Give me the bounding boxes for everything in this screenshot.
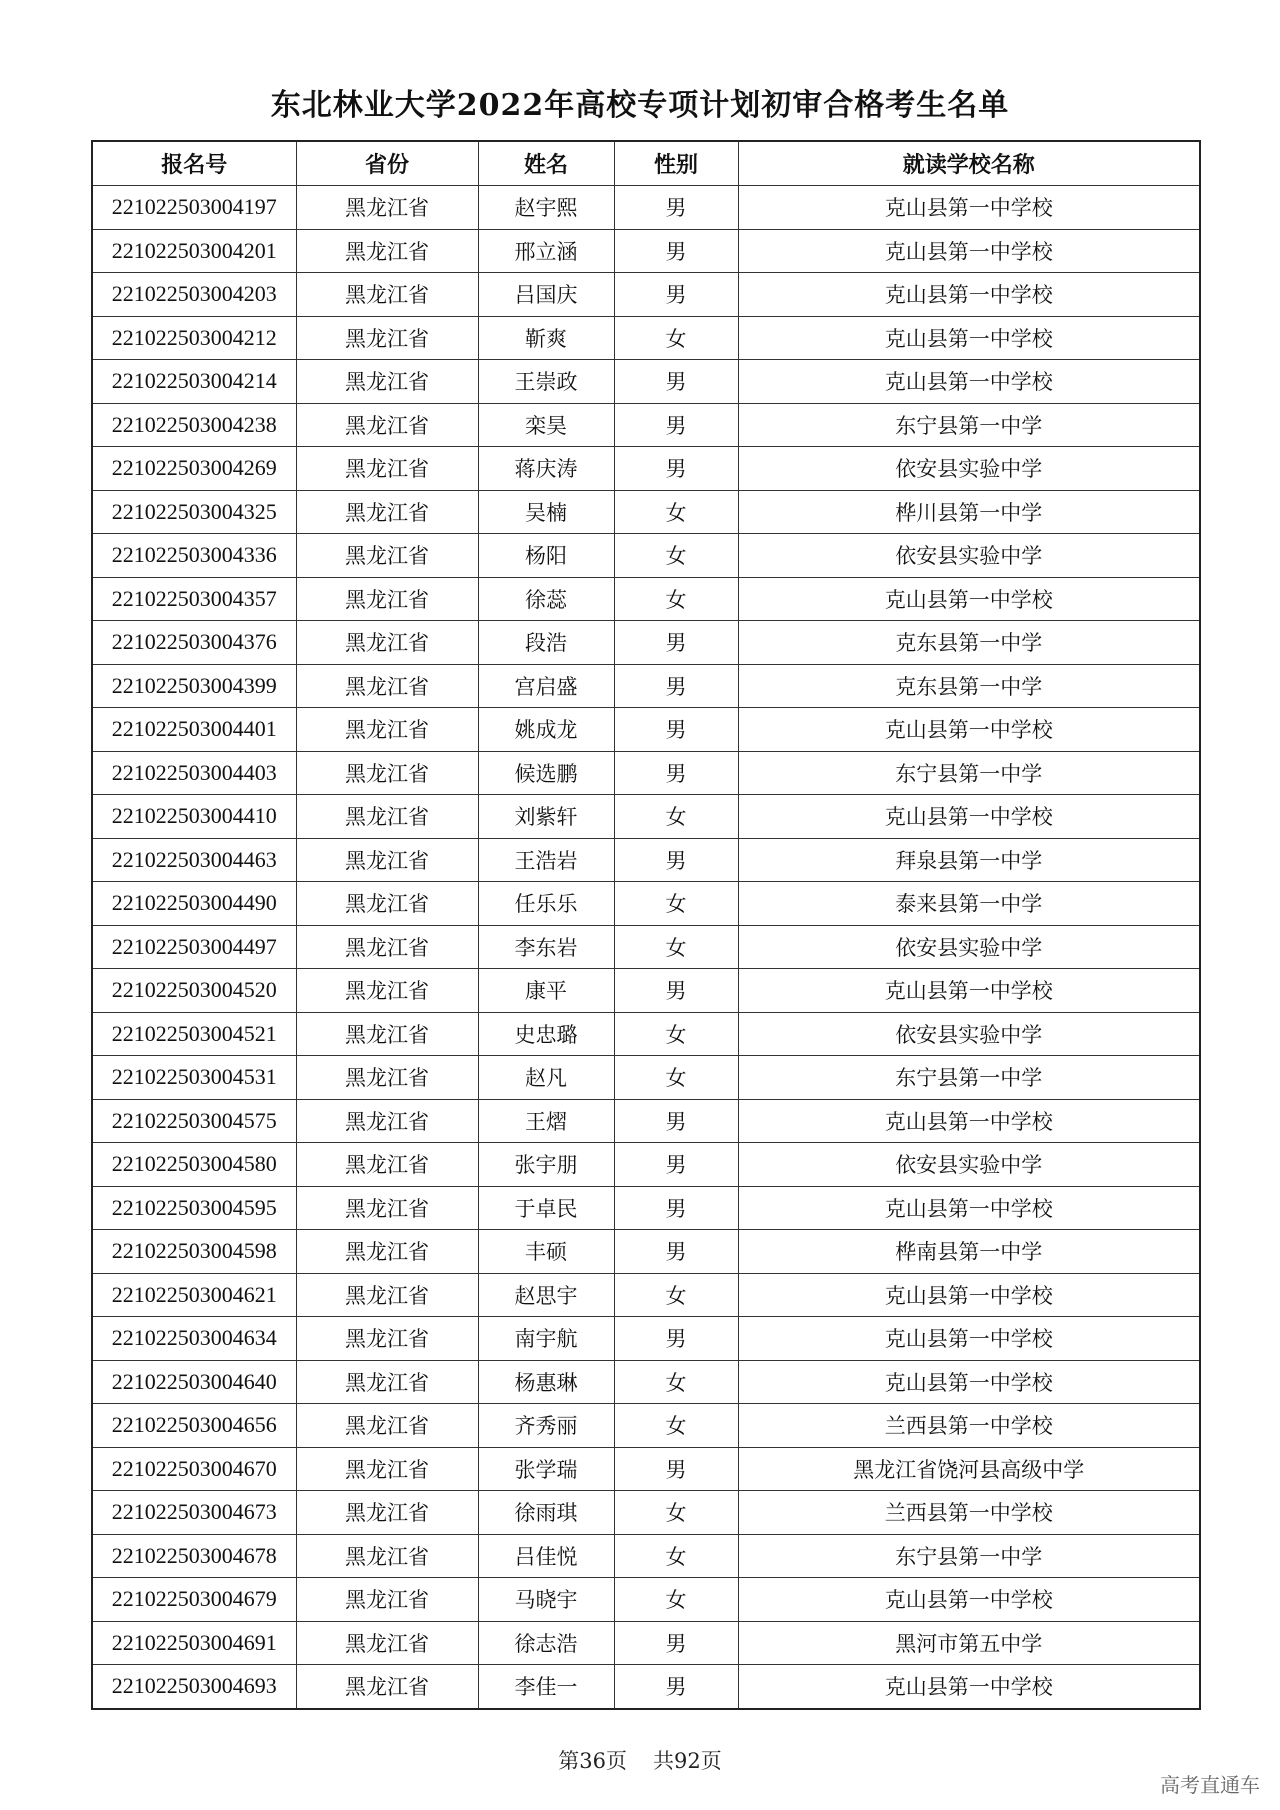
school-cell: 桦川县第一中学 <box>738 490 1200 534</box>
gender-cell: 女 <box>614 882 738 926</box>
name-cell: 靳爽 <box>478 316 614 360</box>
table-row <box>92 969 1200 1013</box>
gender-cell: 女 <box>614 534 738 578</box>
table-row <box>92 1447 1200 1491</box>
table-row <box>92 882 1200 926</box>
province-cell: 黑龙江省 <box>296 1404 478 1448</box>
school-cell: 克山县第一中学校 <box>738 1186 1200 1230</box>
registration-number-cell: 221022503004376 <box>92 621 296 665</box>
province-cell: 黑龙江省 <box>296 360 478 404</box>
province-cell: 黑龙江省 <box>296 1273 478 1317</box>
registration-number-cell: 221022503004403 <box>92 751 296 795</box>
gender-cell: 男 <box>614 1186 738 1230</box>
table-row <box>92 1404 1200 1448</box>
school-cell: 克山县第一中学校 <box>738 1665 1200 1709</box>
province-cell: 黑龙江省 <box>296 1360 478 1404</box>
gender-cell: 女 <box>614 1491 738 1535</box>
name-cell: 候选鹏 <box>478 751 614 795</box>
name-cell: 任乐乐 <box>478 882 614 926</box>
school-cell: 克山县第一中学校 <box>738 360 1200 404</box>
gender-cell: 女 <box>614 1578 738 1622</box>
name-cell: 南宇航 <box>478 1317 614 1361</box>
table-row <box>92 1012 1200 1056</box>
name-cell: 赵思宇 <box>478 1273 614 1317</box>
table-row <box>92 186 1200 230</box>
gender-cell: 女 <box>614 316 738 360</box>
province-cell: 黑龙江省 <box>296 1012 478 1056</box>
gender-cell: 男 <box>614 360 738 404</box>
province-cell: 黑龙江省 <box>296 1665 478 1709</box>
school-cell: 克东县第一中学 <box>738 664 1200 708</box>
school-cell: 克山县第一中学校 <box>738 1578 1200 1622</box>
gender-cell: 女 <box>614 1056 738 1100</box>
gender-cell: 女 <box>614 1273 738 1317</box>
name-cell: 史忠璐 <box>478 1012 614 1056</box>
school-cell: 克山县第一中学校 <box>738 1273 1200 1317</box>
registration-number-cell: 221022503004490 <box>92 882 296 926</box>
gender-cell: 男 <box>614 1099 738 1143</box>
registration-number-cell: 221022503004201 <box>92 229 296 273</box>
name-cell: 栾昊 <box>478 403 614 447</box>
header-province: 省份 <box>296 141 478 186</box>
gender-cell: 男 <box>614 229 738 273</box>
province-cell: 黑龙江省 <box>296 1099 478 1143</box>
registration-number-cell: 221022503004214 <box>92 360 296 404</box>
registration-number-cell: 221022503004463 <box>92 838 296 882</box>
name-cell: 吴楠 <box>478 490 614 534</box>
name-cell: 李东岩 <box>478 925 614 969</box>
registration-number-cell: 221022503004595 <box>92 1186 296 1230</box>
table-row <box>92 316 1200 360</box>
table-row <box>92 1056 1200 1100</box>
province-cell: 黑龙江省 <box>296 1317 478 1361</box>
province-cell: 黑龙江省 <box>296 1447 478 1491</box>
name-cell: 姚成龙 <box>478 708 614 752</box>
gender-cell: 女 <box>614 1360 738 1404</box>
table-row <box>92 229 1200 273</box>
name-cell: 蒋庆涛 <box>478 447 614 491</box>
province-cell: 黑龙江省 <box>296 273 478 317</box>
province-cell: 黑龙江省 <box>296 751 478 795</box>
header-row <box>92 141 1200 186</box>
name-cell: 王浩岩 <box>478 838 614 882</box>
gender-cell: 男 <box>614 1621 738 1665</box>
gender-cell: 女 <box>614 1534 738 1578</box>
school-cell: 东宁县第一中学 <box>738 403 1200 447</box>
province-cell: 黑龙江省 <box>296 490 478 534</box>
school-cell: 东宁县第一中学 <box>738 1534 1200 1578</box>
gender-cell: 男 <box>614 1317 738 1361</box>
roster-table <box>91 140 1201 1710</box>
gender-cell: 男 <box>614 1230 738 1274</box>
registration-number-cell: 221022503004634 <box>92 1317 296 1361</box>
name-cell: 李佳一 <box>478 1665 614 1709</box>
school-cell: 泰来县第一中学 <box>738 882 1200 926</box>
registration-number-cell: 221022503004580 <box>92 1143 296 1187</box>
school-cell: 克山县第一中学校 <box>738 1099 1200 1143</box>
school-cell: 东宁县第一中学 <box>738 1056 1200 1100</box>
name-cell: 赵凡 <box>478 1056 614 1100</box>
name-cell: 齐秀丽 <box>478 1404 614 1448</box>
header-name: 姓名 <box>478 141 614 186</box>
roster-table-container <box>91 140 1199 1710</box>
province-cell: 黑龙江省 <box>296 795 478 839</box>
name-cell: 张宇朋 <box>478 1143 614 1187</box>
gender-cell: 男 <box>614 751 738 795</box>
gender-cell: 男 <box>614 1143 738 1187</box>
name-cell: 丰硕 <box>478 1230 614 1274</box>
header-gender: 性别 <box>614 141 738 186</box>
table-row <box>92 534 1200 578</box>
registration-number-cell: 221022503004656 <box>92 1404 296 1448</box>
table-header <box>92 141 1200 186</box>
registration-number-cell: 221022503004531 <box>92 1056 296 1100</box>
table-row <box>92 577 1200 621</box>
table-row <box>92 708 1200 752</box>
province-cell: 黑龙江省 <box>296 969 478 1013</box>
gender-cell: 男 <box>614 664 738 708</box>
registration-number-cell: 221022503004212 <box>92 316 296 360</box>
school-cell: 克山县第一中学校 <box>738 1360 1200 1404</box>
province-cell: 黑龙江省 <box>296 664 478 708</box>
gender-cell: 女 <box>614 925 738 969</box>
name-cell: 吕国庆 <box>478 273 614 317</box>
table-row <box>92 403 1200 447</box>
school-cell: 依安县实验中学 <box>738 925 1200 969</box>
gender-cell: 男 <box>614 621 738 665</box>
province-cell: 黑龙江省 <box>296 1056 478 1100</box>
table-body <box>92 186 1200 1709</box>
school-cell: 克山县第一中学校 <box>738 316 1200 360</box>
gender-cell: 女 <box>614 1404 738 1448</box>
registration-number-cell: 221022503004497 <box>92 925 296 969</box>
school-cell: 克山县第一中学校 <box>738 795 1200 839</box>
table-row <box>92 490 1200 534</box>
page-total: 共92页 <box>653 1749 722 1773</box>
table-row <box>92 447 1200 491</box>
table-row <box>92 1665 1200 1709</box>
province-cell: 黑龙江省 <box>296 1143 478 1187</box>
registration-number-cell: 221022503004238 <box>92 403 296 447</box>
page-number: 第36页 <box>558 1749 627 1773</box>
gender-cell: 女 <box>614 1012 738 1056</box>
school-cell: 东宁县第一中学 <box>738 751 1200 795</box>
registration-number-cell: 221022503004357 <box>92 577 296 621</box>
province-cell: 黑龙江省 <box>296 1621 478 1665</box>
registration-number-cell: 221022503004203 <box>92 273 296 317</box>
header-school: 就读学校名称 <box>738 141 1200 186</box>
name-cell: 王熠 <box>478 1099 614 1143</box>
table-row <box>92 273 1200 317</box>
page-footer <box>0 1745 1280 1775</box>
school-cell: 克山县第一中学校 <box>738 186 1200 230</box>
registration-number-cell: 221022503004678 <box>92 1534 296 1578</box>
gender-cell: 男 <box>614 1447 738 1491</box>
table-row <box>92 751 1200 795</box>
registration-number-cell: 221022503004269 <box>92 447 296 491</box>
school-cell: 克山县第一中学校 <box>738 273 1200 317</box>
table-row <box>92 925 1200 969</box>
gender-cell: 男 <box>614 186 738 230</box>
school-cell: 黑龙江省饶河县高级中学 <box>738 1447 1200 1491</box>
province-cell: 黑龙江省 <box>296 403 478 447</box>
name-cell: 张学瑞 <box>478 1447 614 1491</box>
province-cell: 黑龙江省 <box>296 1186 478 1230</box>
registration-number-cell: 221022503004673 <box>92 1491 296 1535</box>
province-cell: 黑龙江省 <box>296 577 478 621</box>
name-cell: 康平 <box>478 969 614 1013</box>
name-cell: 吕佳悦 <box>478 1534 614 1578</box>
gender-cell: 男 <box>614 969 738 1013</box>
table-row <box>92 664 1200 708</box>
table-row <box>92 1186 1200 1230</box>
province-cell: 黑龙江省 <box>296 708 478 752</box>
table-row <box>92 1143 1200 1187</box>
name-cell: 宫启盛 <box>478 664 614 708</box>
province-cell: 黑龙江省 <box>296 882 478 926</box>
header-registration-number: 报名号 <box>92 141 296 186</box>
school-cell: 克山县第一中学校 <box>738 229 1200 273</box>
watermark-text: 高考直通车 <box>1160 1773 1260 1797</box>
registration-number-cell: 221022503004336 <box>92 534 296 578</box>
registration-number-cell: 221022503004598 <box>92 1230 296 1274</box>
registration-number-cell: 221022503004693 <box>92 1665 296 1709</box>
registration-number-cell: 221022503004325 <box>92 490 296 534</box>
school-cell: 克山县第一中学校 <box>738 1317 1200 1361</box>
school-cell: 克山县第一中学校 <box>738 577 1200 621</box>
province-cell: 黑龙江省 <box>296 1578 478 1622</box>
school-cell: 依安县实验中学 <box>738 534 1200 578</box>
province-cell: 黑龙江省 <box>296 1534 478 1578</box>
name-cell: 于卓民 <box>478 1186 614 1230</box>
name-cell: 王崇政 <box>478 360 614 404</box>
name-cell: 杨惠琳 <box>478 1360 614 1404</box>
school-cell: 依安县实验中学 <box>738 1012 1200 1056</box>
gender-cell: 男 <box>614 838 738 882</box>
gender-cell: 女 <box>614 490 738 534</box>
province-cell: 黑龙江省 <box>296 1491 478 1535</box>
table-row <box>92 1491 1200 1535</box>
gender-cell: 男 <box>614 708 738 752</box>
name-cell: 段浩 <box>478 621 614 665</box>
school-cell: 兰西县第一中学校 <box>738 1491 1200 1535</box>
school-cell: 黑河市第五中学 <box>738 1621 1200 1665</box>
gender-cell: 女 <box>614 795 738 839</box>
registration-number-cell: 221022503004575 <box>92 1099 296 1143</box>
school-cell: 桦南县第一中学 <box>738 1230 1200 1274</box>
table-row <box>92 1534 1200 1578</box>
registration-number-cell: 221022503004399 <box>92 664 296 708</box>
registration-number-cell: 221022503004670 <box>92 1447 296 1491</box>
gender-cell: 男 <box>614 447 738 491</box>
province-cell: 黑龙江省 <box>296 621 478 665</box>
name-cell: 马晓宇 <box>478 1578 614 1622</box>
school-cell: 克山县第一中学校 <box>738 708 1200 752</box>
province-cell: 黑龙江省 <box>296 229 478 273</box>
gender-cell: 男 <box>614 273 738 317</box>
table-row <box>92 1099 1200 1143</box>
gender-cell: 男 <box>614 1665 738 1709</box>
registration-number-cell: 221022503004197 <box>92 186 296 230</box>
table-row <box>92 795 1200 839</box>
registration-number-cell: 221022503004401 <box>92 708 296 752</box>
table-row <box>92 621 1200 665</box>
province-cell: 黑龙江省 <box>296 447 478 491</box>
province-cell: 黑龙江省 <box>296 186 478 230</box>
name-cell: 刘紫轩 <box>478 795 614 839</box>
school-cell: 依安县实验中学 <box>738 447 1200 491</box>
school-cell: 拜泉县第一中学 <box>738 838 1200 882</box>
name-cell: 徐蕊 <box>478 577 614 621</box>
table-row <box>92 1578 1200 1622</box>
table-row <box>92 1621 1200 1665</box>
province-cell: 黑龙江省 <box>296 1230 478 1274</box>
name-cell: 赵宇熙 <box>478 186 614 230</box>
school-cell: 克山县第一中学校 <box>738 969 1200 1013</box>
registration-number-cell: 221022503004691 <box>92 1621 296 1665</box>
name-cell: 邢立涵 <box>478 229 614 273</box>
province-cell: 黑龙江省 <box>296 925 478 969</box>
gender-cell: 男 <box>614 403 738 447</box>
school-cell: 依安县实验中学 <box>738 1143 1200 1187</box>
school-cell: 兰西县第一中学校 <box>738 1404 1200 1448</box>
registration-number-cell: 221022503004521 <box>92 1012 296 1056</box>
province-cell: 黑龙江省 <box>296 316 478 360</box>
registration-number-cell: 221022503004640 <box>92 1360 296 1404</box>
registration-number-cell: 221022503004520 <box>92 969 296 1013</box>
table-row <box>92 1317 1200 1361</box>
table-row <box>92 1230 1200 1274</box>
table-row <box>92 360 1200 404</box>
gender-cell: 女 <box>614 577 738 621</box>
name-cell: 徐志浩 <box>478 1621 614 1665</box>
registration-number-cell: 221022503004410 <box>92 795 296 839</box>
registration-number-cell: 221022503004621 <box>92 1273 296 1317</box>
school-cell: 克东县第一中学 <box>738 621 1200 665</box>
table-row <box>92 838 1200 882</box>
table-row <box>92 1360 1200 1404</box>
province-cell: 黑龙江省 <box>296 534 478 578</box>
province-cell: 黑龙江省 <box>296 838 478 882</box>
name-cell: 徐雨琪 <box>478 1491 614 1535</box>
table-row <box>92 1273 1200 1317</box>
name-cell: 杨阳 <box>478 534 614 578</box>
page-title: 东北林业大学2022年高校专项计划初审合格考生名单 <box>270 88 1010 123</box>
registration-number-cell: 221022503004679 <box>92 1578 296 1622</box>
